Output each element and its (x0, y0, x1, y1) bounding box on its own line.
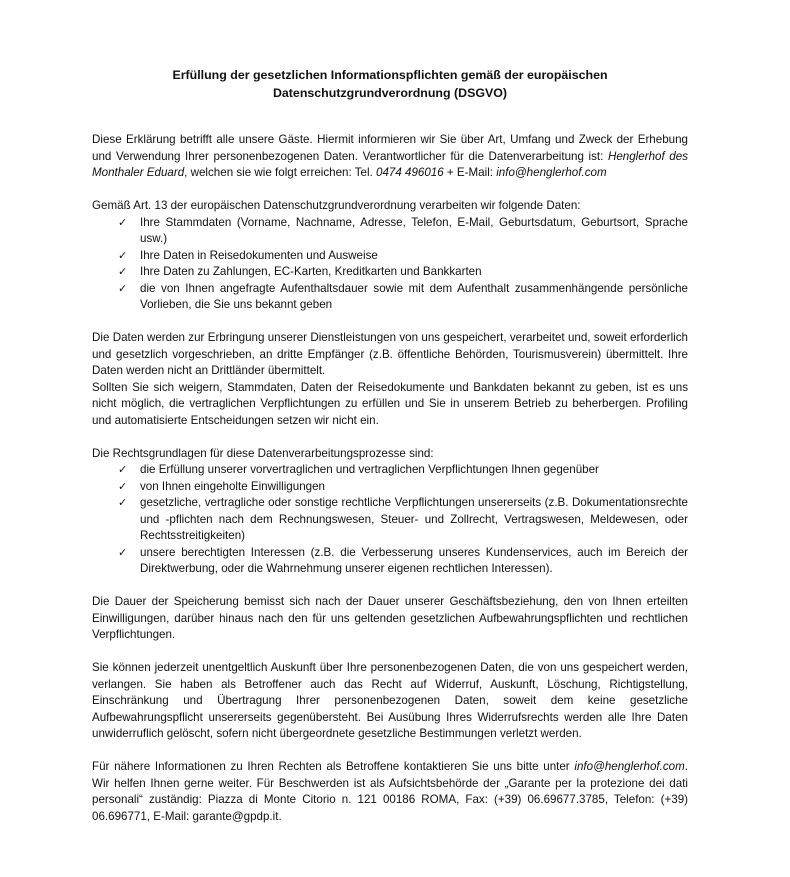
intro-text-1: Diese Erklärung betrifft alle unsere Gäste. Hiermit informieren wir Sie über Art, Umfang und Zweck der Erhebung und Verwendung Ihrer personenbezogenen Daten. Verantwortlicher für die Datenverarbeitung ist: (92, 133, 688, 163)
contact-text-2: . Wir helfen Ihnen gerne weiter. Für Beschwerden ist als Aufsichtsbehörde der „Garante per la protezione dei dati personali“ zuständig: Piazza di Monte Citorio n. 121 00186 ROMA, Fax: (+39) 06.69677.3785, Telefon: (+39) 06.696771, E-Mail: garante@gpdp.it. (92, 760, 688, 823)
art13-intro: Gemäß Art. 13 der europäischen Datenschutzgrundverordnung verarbeiten wir folgende Daten: (92, 199, 581, 212)
intro-text-3: + E-Mail: (443, 166, 497, 179)
list-item (118, 545, 688, 578)
checkmark-icon: ✓ (118, 545, 128, 559)
document-title (92, 66, 688, 102)
checkmark-icon: ✓ (118, 463, 128, 476)
contact-text-1: Für nähere Informationen zu Ihren Rechten als Betroffene kontaktieren Sie uns bitte unter (92, 760, 575, 773)
checkmark-icon: ✓ (118, 248, 128, 262)
list-item-text: Ihre Daten in Reisedokumenten und Ausweise (140, 248, 378, 262)
checkmark-icon: ✓ (118, 479, 128, 493)
list-item (118, 495, 688, 545)
list-item-text: Ihre Stammdaten (Vorname, Nachname, Adresse, Telefon, E-Mail, Geburtsdatum, Geburtsort, Sprache usw.) (140, 215, 688, 245)
list-item-text: die von Ihnen angefragte Aufenthaltsdauer sowie mit dem Aufenthalt zusammenhängende persönliche Vorlieben, die Sie uns bekannt geben (140, 281, 688, 311)
list-item-text: gesetzliche, vertragliche oder sonstige rechtliche Verpflichtungen unsererseits (z.B. Dokumentationsrechte und -pflichten nach dem Rechnungswesen, Steuer- und Zollrecht, Vertragswesen, Meldewesen, oder Rechtsstreitigkeiten) (140, 496, 688, 542)
checkmark-icon: ✓ (118, 496, 128, 509)
controller-name: Henglerhof des Monthaler Eduard (92, 149, 688, 179)
checkmark-icon: ✓ (118, 281, 128, 295)
list-item (118, 264, 688, 281)
list-item (118, 479, 688, 496)
list-item (118, 462, 688, 479)
checkmark-icon: ✓ (118, 215, 128, 229)
legal-basis-intro: Die Rechtsgrundlagen für diese Datenverarbeitungsprozesse sind: (92, 446, 434, 460)
list-item (118, 281, 688, 314)
list-item-text: von Ihnen eingeholte Einwilligungen (140, 479, 325, 493)
title-line-2: Datenschutzgrundverordnung (DSGVO) (272, 86, 508, 100)
data-items-list (92, 215, 688, 314)
list-item (118, 248, 688, 265)
refusal-paragraph: Sollten Sie sich weigern, Stammdaten, Daten der Reisedokumente und Bankdaten bekannt zu geben, ist es uns nicht möglich, die vertraglichen Verpflichtungen zu erfüllen und Sie in unserem Betrieb zu beherbergen. Profiling und automatisierte Entscheidungen setzen wir nicht ein. (92, 380, 688, 427)
storage-paragraph: Die Dauer der Speicherung bemisst sich nach der Dauer unserer Geschäftsbeziehung, den von Ihnen erteilten Einwilligungen, darüber hinaus nach den für uns geltenden gesetzlichen Aufbewahrungspflichten und rechtlichen Verpflichtungen. (92, 595, 688, 641)
controller-email: info@henglerhof.com (496, 166, 607, 179)
processing-paragraph: Die Daten werden zur Erbringung unserer Dienstleistungen von uns gespeichert, verarbeitet und, soweit erforderlich und gesetzlich vorgeschrieben, an dritte Empfänger (z.B. öffentliche Behörden, Tourismusverein) übermittelt. Ihre Daten werden nicht an Drittländer übermittelt. (92, 331, 688, 377)
title-line-1: Erfüllung der gesetzlichen Informationspflichten gemäß der europäischen (172, 68, 608, 82)
legal-basis-list (92, 462, 688, 578)
contact-paragraph (92, 759, 688, 825)
list-item-text: Ihre Daten zu Zahlungen, EC-Karten, Kreditkarten und Bankkarten (140, 265, 482, 278)
list-item (118, 215, 688, 248)
intro-paragraph (92, 132, 688, 182)
contact-email: info@henglerhof.com (574, 760, 685, 773)
list-item-text: unsere berechtigten Interessen (z.B. die Verbesserung unseres Kundenservices, auch im Bereich der Direktwerbung, oder die Wahrnehmung unserer eigenen rechtlichen Interessen). (140, 545, 688, 575)
list-item-text: die Erfüllung unserer vorvertraglichen und vertraglichen Verpflichtungen Ihnen gegenüber (140, 463, 599, 476)
checkmark-icon: ✓ (118, 265, 128, 278)
rights-paragraph: Sie können jederzeit unentgeltlich Auskunft über Ihre personenbezogenen Daten, die von uns gespeichert werden, verlangen. Sie haben als Betroffener auch das Recht auf Widerruf, Auskunft, Löschung, Richtigstellung, Einschränkung und Übertragung Ihrer personenbezogenen Daten, soweit dem keine gesetzliche Aufbewahrungspflicht unsererseits gegenübersteht. Bei Ausübung Ihres Widerrufsrechts werden alle Ihre Daten unwiderruflich gelöscht, sofern nicht übergeordnete gesetzliche Bestimmungen verletzt werden. (92, 661, 688, 740)
controller-phone: 0474 496016 (376, 166, 444, 179)
intro-text-2: , welchen sie wie folgt erreichen: Tel. (184, 166, 376, 179)
